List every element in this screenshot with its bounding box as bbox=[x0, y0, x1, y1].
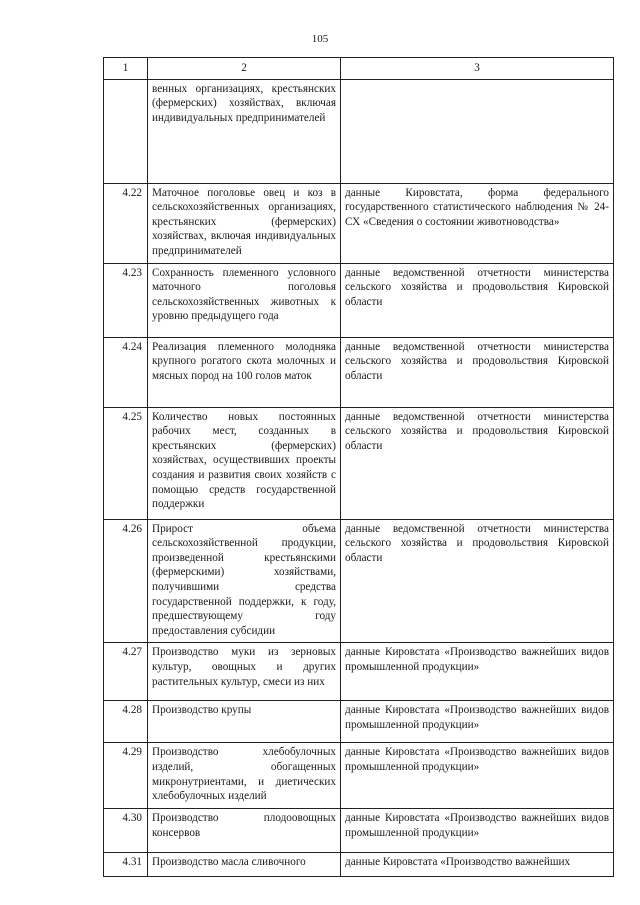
source-cell: данные Кировстата, форма федерального государственного статистического наблюдения № 24-СХ «Сведения о состоянии животноводства» bbox=[341, 183, 614, 263]
header-cell-3: 3 bbox=[341, 58, 614, 80]
row-number: 4.31 bbox=[104, 853, 148, 877]
row-number: 4.23 bbox=[104, 263, 148, 337]
indicator-cell: Сохранность племенного условного маточного поголовья сельскохозяйственных животных к уровню предыдущего года bbox=[148, 263, 341, 337]
indicator-cell: Реализация племенного молодняка крупного рогатого скота молочных и мясных пород на 100 голов маток bbox=[148, 337, 341, 407]
indicator-cell: Количество новых постоянных рабочих мест, созданных в крестьянских (фермерских) хозяйствах, осуществивших проекты создания и развития своих хозяйств с помощью средств государственной поддержки bbox=[148, 407, 341, 519]
table-row bbox=[104, 701, 614, 743]
row-number bbox=[104, 79, 148, 183]
source-cell: данные Кировстата «Производство важнейших видов промышленной продукции» bbox=[341, 809, 614, 853]
source-cell: данные ведомственной отчетности министерства сельского хозяйства и продовольствия Кировской области bbox=[341, 519, 614, 643]
indicator-cell: Маточное поголовье овец и коз в сельскохозяйственных организациях, крестьянских (фермерских) хозяйствах, включая индивидуальных предпринимателей bbox=[148, 183, 341, 263]
header-cell-1: 1 bbox=[104, 58, 148, 80]
table-row bbox=[104, 183, 614, 263]
indicator-cell: Производство хлебобулочных изделий, обогащенных микронутриентами, и диетических хлебобулочных изделий bbox=[148, 743, 341, 809]
source-cell: данные Кировстата «Производство важнейших bbox=[341, 853, 614, 877]
indicators-table bbox=[103, 57, 614, 877]
source-cell: данные Кировстата «Производство важнейших видов промышленной продукции» bbox=[341, 743, 614, 809]
table-row bbox=[104, 79, 614, 183]
table-row bbox=[104, 263, 614, 337]
table-row bbox=[104, 643, 614, 701]
table-header-row bbox=[104, 58, 614, 80]
indicator-cell: Производство масла сливочного bbox=[148, 853, 341, 877]
row-number: 4.24 bbox=[104, 337, 148, 407]
indicator-cell: венных организациях, крестьянских (фермерских) хозяйствах, включая индивидуальных предпринимателей bbox=[148, 79, 341, 183]
row-number: 4.22 bbox=[104, 183, 148, 263]
source-cell: данные Кировстата «Производство важнейших видов промышленной продукции» bbox=[341, 701, 614, 743]
row-number: 4.25 bbox=[104, 407, 148, 519]
table-row bbox=[104, 809, 614, 853]
row-number: 4.28 bbox=[104, 701, 148, 743]
indicator-cell: Прирост объема сельскохозяйственной продукции, произведенной крестьянскими (фермерскими) хозяйствами, получившими средства государственной поддержки, к году, предшествующему году предоставления субсидии bbox=[148, 519, 341, 643]
row-number: 4.27 bbox=[104, 643, 148, 701]
indicator-cell: Производство крупы bbox=[148, 701, 341, 743]
header-cell-2: 2 bbox=[148, 58, 341, 80]
row-number: 4.26 bbox=[104, 519, 148, 643]
page-number: 105 bbox=[311, 33, 329, 45]
source-cell bbox=[341, 79, 614, 183]
source-cell: данные ведомственной отчетности министерства сельского хозяйства и продовольствия Кировской области bbox=[341, 263, 614, 337]
table-row bbox=[104, 743, 614, 809]
source-cell: данные ведомственной отчетности министерства сельского хозяйства и продовольствия Кировской области bbox=[341, 337, 614, 407]
table-row bbox=[104, 519, 614, 643]
source-cell: данные Кировстата «Производство важнейших видов промышленной продукции» bbox=[341, 643, 614, 701]
row-number: 4.29 bbox=[104, 743, 148, 809]
table-row bbox=[104, 407, 614, 519]
indicator-cell: Производство плодоовощных консервов bbox=[148, 809, 341, 853]
table-row bbox=[104, 853, 614, 877]
table-row bbox=[104, 337, 614, 407]
source-cell: данные ведомственной отчетности министерства сельского хозяйства и продовольствия Кировской области bbox=[341, 407, 614, 519]
indicator-cell: Производство муки из зерновых культур, овощных и других растительных культур, смеси из них bbox=[148, 643, 341, 701]
row-number: 4.30 bbox=[104, 809, 148, 853]
